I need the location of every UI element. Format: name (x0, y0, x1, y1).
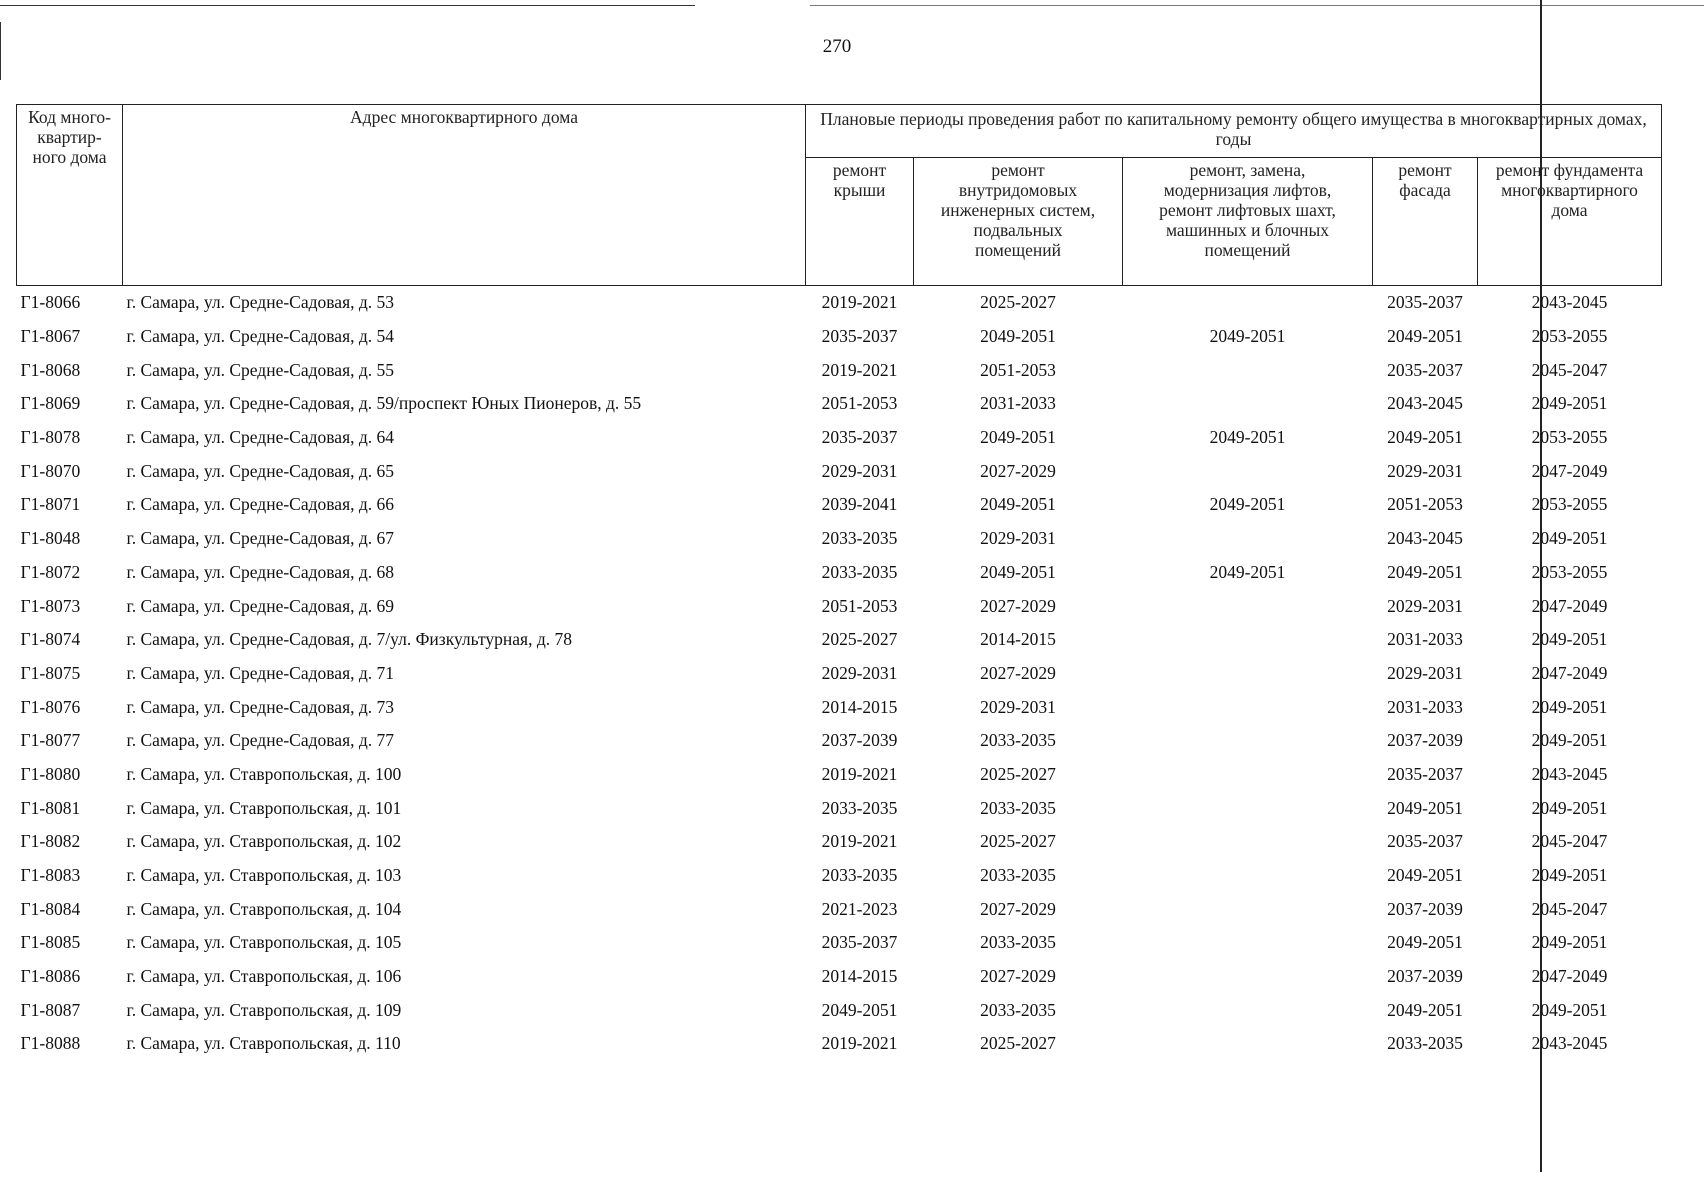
header-planned-periods (806, 105, 1662, 158)
cell-foundation: 2049-2051 (1531, 696, 1608, 717)
cell-address: г. Самара, ул. Средне-Садовая, д. 53 (126, 292, 395, 313)
cell-address: г. Самара, ул. Ставропольская, д. 105 (126, 932, 402, 953)
cell-systems: 2033-2035 (980, 932, 1056, 953)
cell-roof: 2019-2021 (821, 763, 898, 784)
cell-code: Г1-8067 (20, 326, 81, 347)
cell-address: г. Самара, ул. Средне-Садовая, д. 69 (126, 595, 395, 616)
cell-foundation: 2049-2051 (1531, 730, 1608, 751)
cell-foundation: 2053-2055 (1531, 427, 1608, 448)
cell-lifts: 2049-2051 (1209, 326, 1286, 347)
cell-address: г. Самара, ул. Ставропольская, д. 100 (126, 763, 402, 784)
cell-systems: 2025-2027 (980, 763, 1056, 784)
table-row (17, 387, 1662, 421)
cell-roof: 2019-2021 (821, 359, 898, 380)
cell-roof: 2021-2023 (821, 898, 898, 919)
cell-facade: 2051-2053 (1387, 494, 1463, 515)
cell-systems: 2027-2029 (980, 966, 1056, 987)
cell-roof: 2035-2037 (821, 326, 898, 347)
cell-systems: 2033-2035 (980, 797, 1056, 818)
cell-facade: 2031-2033 (1387, 629, 1463, 650)
table-row (17, 791, 1662, 825)
table-row (17, 589, 1662, 623)
cell-roof: 2037-2039 (821, 730, 898, 751)
cell-lifts (1123, 892, 1373, 926)
table-row (17, 522, 1662, 556)
table-row (17, 556, 1662, 590)
cell-systems: 2033-2035 (980, 730, 1056, 751)
table-row (17, 825, 1662, 859)
cell-code: Г1-8048 (20, 528, 81, 549)
cell-systems: 2014-2015 (980, 629, 1056, 650)
cell-lifts (1123, 758, 1373, 792)
cell-code: Г1-8087 (20, 999, 81, 1020)
cell-facade: 2049-2051 (1387, 427, 1463, 448)
cell-foundation: 2045-2047 (1531, 359, 1608, 380)
cell-systems: 2051-2053 (980, 359, 1056, 380)
cell-facade: 2035-2037 (1387, 831, 1463, 852)
cell-facade: 2043-2045 (1387, 393, 1463, 414)
cell-foundation: 2049-2051 (1531, 932, 1608, 953)
cell-systems: 2027-2029 (980, 595, 1056, 616)
cell-foundation: 2047-2049 (1531, 595, 1608, 616)
cell-lifts (1123, 791, 1373, 825)
cell-roof: 2035-2037 (821, 932, 898, 953)
cell-facade: 2035-2037 (1387, 292, 1463, 313)
cell-facade: 2029-2031 (1387, 460, 1463, 481)
table-row (17, 1027, 1662, 1061)
cell-address: г. Самара, ул. Средне-Садовая, д. 67 (126, 528, 395, 549)
cell-address: г. Самара, ул. Средне-Садовая, д. 54 (126, 326, 395, 347)
cell-foundation: 2043-2045 (1531, 1033, 1608, 1054)
cell-lifts (1123, 690, 1373, 724)
cell-lifts: 2049-2051 (1209, 561, 1286, 582)
cell-lifts (1123, 960, 1373, 994)
cell-address: г. Самара, ул. Ставропольская, д. 102 (126, 831, 402, 852)
cell-facade: 2031-2033 (1387, 696, 1463, 717)
table-row (17, 353, 1662, 387)
cell-code: Г1-8088 (20, 1033, 81, 1054)
cell-systems: 2027-2029 (980, 662, 1056, 683)
table-row (17, 454, 1662, 488)
cell-address: г. Самара, ул. Ставропольская, д. 109 (126, 999, 402, 1020)
table-row (17, 724, 1662, 758)
cell-facade: 2029-2031 (1387, 662, 1463, 683)
cell-facade: 2049-2051 (1387, 561, 1463, 582)
cell-code: Г1-8076 (20, 696, 81, 717)
header-planned-periods-text: Плановые периоды проведения работ по капитальному ремонту общего имущества в многоквартирных домах, годы (820, 109, 1647, 149)
cell-code: Г1-8068 (20, 359, 81, 380)
scan-line-top-left (0, 5, 695, 6)
table-row (17, 320, 1662, 354)
cell-code: Г1-8085 (20, 932, 81, 953)
cell-facade: 2037-2039 (1387, 898, 1463, 919)
cell-systems: 2049-2051 (980, 326, 1056, 347)
cell-code: Г1-8069 (20, 393, 81, 414)
cell-code: Г1-8084 (20, 898, 81, 919)
cell-systems: 2027-2029 (980, 460, 1056, 481)
cell-facade: 2049-2051 (1387, 797, 1463, 818)
header-foundation-text: ремонт фундамента многоквартирного дома (1495, 160, 1644, 220)
cell-address: г. Самара, ул. Средне-Садовая, д. 65 (126, 460, 395, 481)
cell-foundation: 2043-2045 (1531, 292, 1608, 313)
cell-roof: 2025-2027 (821, 629, 898, 650)
cell-roof: 2035-2037 (821, 427, 898, 448)
cell-lifts (1123, 589, 1373, 623)
cell-address: г. Самара, ул. Ставропольская, д. 110 (126, 1033, 401, 1054)
cell-roof: 2014-2015 (821, 966, 898, 987)
cell-roof: 2029-2031 (821, 662, 898, 683)
cell-code: Г1-8071 (20, 494, 81, 515)
cell-code: Г1-8072 (20, 561, 81, 582)
cell-systems: 2033-2035 (980, 865, 1056, 886)
cell-roof: 2019-2021 (821, 831, 898, 852)
cell-foundation: 2045-2047 (1531, 831, 1608, 852)
table-row (17, 993, 1662, 1027)
cell-address: г. Самара, ул. Средне-Садовая, д. 66 (126, 494, 395, 515)
cell-lifts (1123, 286, 1373, 320)
table-row (17, 657, 1662, 691)
cell-roof: 2033-2035 (821, 797, 898, 818)
cell-foundation: 2047-2049 (1531, 662, 1608, 683)
cell-facade: 2049-2051 (1387, 326, 1463, 347)
cell-foundation: 2049-2051 (1531, 393, 1608, 414)
cell-code: Г1-8078 (20, 427, 81, 448)
cell-address: г. Самара, ул. Ставропольская, д. 106 (126, 966, 402, 987)
page-number: 270 (822, 36, 852, 57)
cell-lifts (1123, 1027, 1373, 1061)
cell-foundation: 2049-2051 (1531, 797, 1608, 818)
cell-systems: 2027-2029 (980, 898, 1056, 919)
cell-address: г. Самара, ул. Средне-Садовая, д. 64 (126, 427, 395, 448)
cell-facade: 2037-2039 (1387, 966, 1463, 987)
cell-code: Г1-8075 (20, 662, 81, 683)
cell-lifts (1123, 522, 1373, 556)
header-lifts (1123, 158, 1373, 286)
header-facade-text: ремонт фасада (1398, 160, 1452, 200)
cell-address: г. Самара, ул. Ставропольская, д. 101 (126, 797, 402, 818)
header-address (123, 105, 806, 286)
cell-foundation: 2049-2051 (1531, 528, 1608, 549)
cell-systems: 2031-2033 (980, 393, 1056, 414)
cell-roof: 2051-2053 (821, 393, 898, 414)
cell-foundation: 2047-2049 (1531, 966, 1608, 987)
cell-facade: 2033-2035 (1387, 1033, 1463, 1054)
header-code (17, 105, 123, 286)
cell-systems: 2025-2027 (980, 1033, 1056, 1054)
cell-code: Г1-8086 (20, 966, 81, 987)
header-lifts-text: ремонт, замена, модернизация лифтов, ремонт лифтовых шахт, машинных и блочных помещений (1159, 160, 1336, 260)
cell-lifts (1123, 993, 1373, 1027)
cell-code: Г1-8070 (20, 460, 81, 481)
cell-roof: 2051-2053 (821, 595, 898, 616)
cell-roof: 2014-2015 (821, 696, 898, 717)
cell-lifts (1123, 353, 1373, 387)
header-facade (1373, 158, 1478, 286)
cell-code: Г1-8082 (20, 831, 81, 852)
cell-lifts: 2049-2051 (1209, 427, 1286, 448)
table-row (17, 960, 1662, 994)
cell-facade: 2035-2037 (1387, 359, 1463, 380)
cell-code: Г1-8083 (20, 865, 81, 886)
cell-foundation: 2053-2055 (1531, 494, 1608, 515)
table-body (17, 286, 1662, 1061)
cell-facade: 2049-2051 (1387, 932, 1463, 953)
cell-foundation: 2053-2055 (1531, 326, 1608, 347)
cell-code: Г1-8066 (20, 292, 81, 313)
cell-lifts (1123, 454, 1373, 488)
cell-systems: 2049-2051 (980, 494, 1056, 515)
cell-foundation: 2049-2051 (1531, 865, 1608, 886)
cell-roof: 2019-2021 (821, 1033, 898, 1054)
header-address-text: Адрес многоквартирного дома (350, 107, 578, 127)
cell-address: г. Самара, ул. Средне-Садовая, д. 68 (126, 561, 395, 582)
cell-lifts (1123, 825, 1373, 859)
cell-facade: 2037-2039 (1387, 730, 1463, 751)
cell-roof: 2033-2035 (821, 865, 898, 886)
cell-code: Г1-8074 (20, 629, 81, 650)
cell-roof: 2049-2051 (821, 999, 898, 1020)
cell-systems: 2029-2031 (980, 528, 1056, 549)
header-roof-text: ремонт крыши (832, 160, 887, 200)
cell-address: г. Самара, ул. Средне-Садовая, д. 55 (126, 359, 395, 380)
cell-foundation: 2049-2051 (1531, 999, 1608, 1020)
cell-foundation: 2047-2049 (1531, 460, 1608, 481)
header-foundation (1478, 158, 1662, 286)
header-systems (914, 158, 1123, 286)
table-row (17, 286, 1662, 320)
cell-roof: 2029-2031 (821, 460, 898, 481)
scan-line-top-right (810, 5, 1704, 6)
cell-systems: 2049-2051 (980, 427, 1056, 448)
cell-lifts (1123, 387, 1373, 421)
cell-lifts (1123, 724, 1373, 758)
table-row (17, 488, 1662, 522)
cell-facade: 2043-2045 (1387, 528, 1463, 549)
cell-systems: 2029-2031 (980, 696, 1056, 717)
cell-foundation: 2043-2045 (1531, 763, 1608, 784)
table-row (17, 926, 1662, 960)
cell-address: г. Самара, ул. Ставропольская, д. 104 (126, 898, 402, 919)
cell-address: г. Самара, ул. Ставропольская, д. 103 (126, 865, 402, 886)
cell-roof: 2033-2035 (821, 561, 898, 582)
cell-facade: 2035-2037 (1387, 763, 1463, 784)
cell-lifts (1123, 623, 1373, 657)
cell-lifts: 2049-2051 (1209, 494, 1286, 515)
cell-address: г. Самара, ул. Средне-Садовая, д. 7/ул. Физкультурная, д. 78 (126, 629, 572, 650)
cell-foundation: 2053-2055 (1531, 561, 1608, 582)
header-roof (806, 158, 914, 286)
table-row (17, 421, 1662, 455)
table-row (17, 623, 1662, 657)
cell-code: Г1-8077 (20, 730, 81, 751)
table-row (17, 758, 1662, 792)
cell-address: г. Самара, ул. Средне-Садовая, д. 71 (126, 662, 395, 683)
cell-lifts (1123, 657, 1373, 691)
table-row (17, 892, 1662, 926)
cell-code: Г1-8073 (20, 595, 81, 616)
cell-address: г. Самара, ул. Средне-Садовая, д. 59/проспект Юных Пионеров, д. 55 (126, 393, 642, 414)
cell-foundation: 2045-2047 (1531, 898, 1608, 919)
cell-lifts (1123, 859, 1373, 893)
cell-roof: 2019-2021 (821, 292, 898, 313)
cell-roof: 2033-2035 (821, 528, 898, 549)
cell-facade: 2049-2051 (1387, 999, 1463, 1020)
cell-systems: 2025-2027 (980, 831, 1056, 852)
cell-systems: 2049-2051 (980, 561, 1056, 582)
header-code-text: Код много- квартир- ного дома (28, 107, 111, 167)
cell-foundation: 2049-2051 (1531, 629, 1608, 650)
table-row (17, 859, 1662, 893)
cell-roof: 2039-2041 (821, 494, 898, 515)
cell-address: г. Самара, ул. Средне-Садовая, д. 77 (126, 730, 395, 751)
cell-address: г. Самара, ул. Средне-Садовая, д. 73 (126, 696, 395, 717)
table-row (17, 690, 1662, 724)
cell-lifts (1123, 926, 1373, 960)
cell-systems: 2033-2035 (980, 999, 1056, 1020)
cell-systems: 2025-2027 (980, 292, 1056, 313)
cell-code: Г1-8080 (20, 763, 81, 784)
repair-schedule-table (16, 104, 1662, 1061)
header-systems-text: ремонт внутридомовых инженерных систем, подвальных помещений (940, 160, 1096, 260)
cell-code: Г1-8081 (20, 797, 81, 818)
cell-facade: 2029-2031 (1387, 595, 1463, 616)
cell-facade: 2049-2051 (1387, 865, 1463, 886)
